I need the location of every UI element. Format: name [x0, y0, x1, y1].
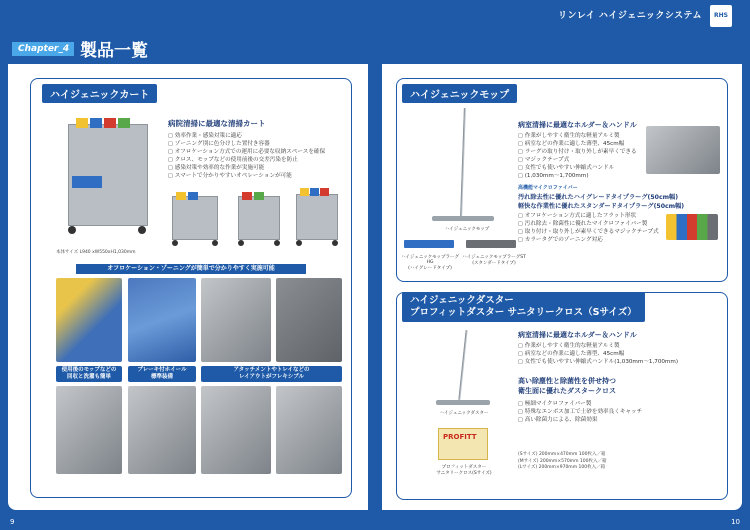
cart-bullet: □ 感染対策や効率的な作業が実施可能	[168, 164, 348, 172]
feature-label-1: 使用後のモップなどの 回収と洗濯も簡単	[56, 366, 122, 382]
pad-st-caption: ハイジェニックモップラーグST (スタンダードタイプ)	[462, 255, 526, 266]
duster-size-note: (Lサイズ) 200mm×970mm 100枚入／箱	[518, 465, 606, 470]
profitt-box-image	[438, 428, 488, 460]
photo-laundry-bin	[56, 386, 122, 474]
duster-size-notes	[518, 452, 606, 472]
left-page	[8, 64, 368, 510]
cart-bullet: □ クロス、モップなどの使用前後の交差汚染を防止	[168, 156, 348, 164]
fiber-bullets	[518, 212, 662, 244]
duster-size-note: (Mサイズ) 200mm×570mm 100枚入／箱	[518, 458, 607, 464]
photo-attachment	[201, 386, 271, 474]
duster-subhead-2a: 高い除塵性と除菌性を併せ持つ	[518, 377, 616, 385]
color-tag-image	[666, 214, 718, 240]
cart-subhead: 病院清掃に最適な清掃カート	[168, 119, 266, 128]
hygienic-duster-title	[402, 292, 645, 322]
cart-bullet: □ オフロケーション方式での運用に必要な収納スペースを確保	[168, 148, 348, 156]
duster-bullet-2: □ 高い除菌力による、除菌効果	[518, 416, 718, 424]
mop-bullet: □ (1,030mm〜1,700mm)	[518, 172, 642, 180]
cart-bullets	[168, 132, 348, 180]
photo-cart-mop	[201, 278, 271, 362]
brand-logo	[710, 5, 732, 27]
fiber-label: 高機能マイクロファイバー	[518, 185, 578, 191]
profitt-brand: PROFITT	[443, 433, 477, 441]
cart-bullet: □ 効率作業・感染対策に適応	[168, 132, 348, 140]
photo-mop-in-use	[646, 126, 720, 174]
photo-cart-layout	[276, 386, 342, 474]
fiber-bullet: □ 汚れ除去・除菌性に優れたマイクロファイバー製	[518, 220, 662, 228]
fiber-bullet: □ オフロケーション方式に適したフラット形状	[518, 212, 662, 220]
mop-head-image	[432, 216, 494, 221]
mop-subhead: 病室清掃に最適なホルダー＆ハンドル	[518, 121, 637, 129]
feature-label-2: ブレーキ付ホイール 標準装備	[128, 366, 196, 382]
page-number-left: 9	[10, 518, 15, 526]
page-title: 製品一覧	[80, 41, 148, 61]
photo-mop-pads	[56, 278, 122, 362]
mop-bullet: □ 病室などの作業に適した薄型、45cm幅	[518, 140, 642, 148]
cart-size-note: 本体サイズ L940 xW550xH1,030mm	[56, 250, 136, 255]
cart-variant-2	[234, 190, 284, 250]
fiber-bullet: □ 取り付け・取り外しが素早くできるマジックテープ式	[518, 228, 662, 236]
fiber-bullet: □ カラータグでのゾーニング対応	[518, 236, 662, 244]
duster-title-line-2: プロフィットダスター サニタリークロス（Sサイズ）	[410, 307, 637, 318]
cart-bullet: □ スマートで分かりやすいオペレーションが可能	[168, 172, 348, 180]
brand-name: リンレイ ハイジェニックシステム	[557, 11, 702, 21]
mop-pad-hg-image	[404, 240, 454, 248]
profitt-caption: プロフィットダスター サニタリークロス(Sサイズ)	[436, 465, 492, 476]
duster-bullets-2	[518, 400, 718, 424]
mop-bullet: □ マジックテープ式	[518, 156, 642, 164]
duster-head-image	[436, 400, 490, 405]
photo-bin-cloth	[276, 278, 342, 362]
cart-variant-3	[292, 186, 342, 250]
mop-pad-st-image	[466, 240, 516, 248]
mop-caption: ハイジェニックモップ	[444, 227, 490, 232]
mop-bullets	[518, 132, 642, 180]
mop-bullet: □ 女性でも使いやすい伸縮式ハンドル	[518, 164, 642, 172]
cart-bullet: □ ゾーニング別に色分けした置付き容器	[168, 140, 348, 148]
duster-bullet-2: □ 特殊なエンボス加工で土砂を効率良くキャッチ	[518, 408, 718, 416]
hygienic-mop-section	[396, 78, 728, 282]
fiber-head-2: 軽快な作業性に優れたスタンダードタイプラーグ(50cm幅)	[518, 203, 685, 210]
mop-bullet: □ ラーグの取り付け・取り外しが素早くできる	[518, 148, 642, 156]
duster-bullet: □ 作業がしやすく衛生的な軽量アルミ製	[518, 342, 718, 350]
mop-bullet: □ 作業がしやすく衛生的な軽量アルミ製	[518, 132, 642, 140]
duster-bullet-2: □ 極細マイクロファイバー製	[518, 400, 718, 408]
fiber-head-1: 汚れ除去性に優れたハイグレードタイプラーグ(50cm幅)	[518, 194, 679, 201]
duster-caption: ハイジェニックダスター	[439, 411, 489, 416]
page-number-right: 10	[731, 518, 740, 526]
offlocation-banner: オフロケーション・ゾーニングが簡単で分かりやすく実施可能	[76, 264, 306, 274]
duster-size-note: (Sサイズ) 200mm×470mm 100枚入／箱	[518, 452, 606, 457]
duster-subhead: 病室清掃に最適なホルダー＆ハンドル	[518, 331, 637, 339]
chapter-tag: Chapter_4	[12, 42, 74, 56]
duster-bullets	[518, 342, 718, 366]
pad-hg-caption: ハイジェニックモップラーグHG (ハイグレードタイプ)	[400, 255, 460, 271]
main-cart-image	[62, 116, 158, 240]
duster-subhead-2b: 衛生面に優れたダスタークロス	[518, 387, 616, 395]
feature-label-3: アタッチメントやトレイなどの レイアウトがフレキシブル	[201, 366, 342, 382]
right-page	[382, 64, 742, 510]
hygienic-cart-title: ハイジェニックカート	[42, 84, 157, 103]
photo-hand-cloth	[128, 278, 196, 362]
duster-bullet: □ 女性でも使いやすい伸縮式ハンドル(1,030mm〜1,700mm)	[518, 358, 718, 366]
brand-logo-text: RHS	[714, 12, 728, 19]
cart-variant-1	[168, 190, 222, 250]
hygienic-mop-title: ハイジェニックモップ	[402, 84, 517, 103]
duster-title-line-1: ハイジェニックダスター	[410, 295, 514, 306]
duster-bullet: □ 病室などの作業に適した薄型、45cm幅	[518, 350, 718, 358]
photo-brake-wheel	[128, 386, 196, 474]
